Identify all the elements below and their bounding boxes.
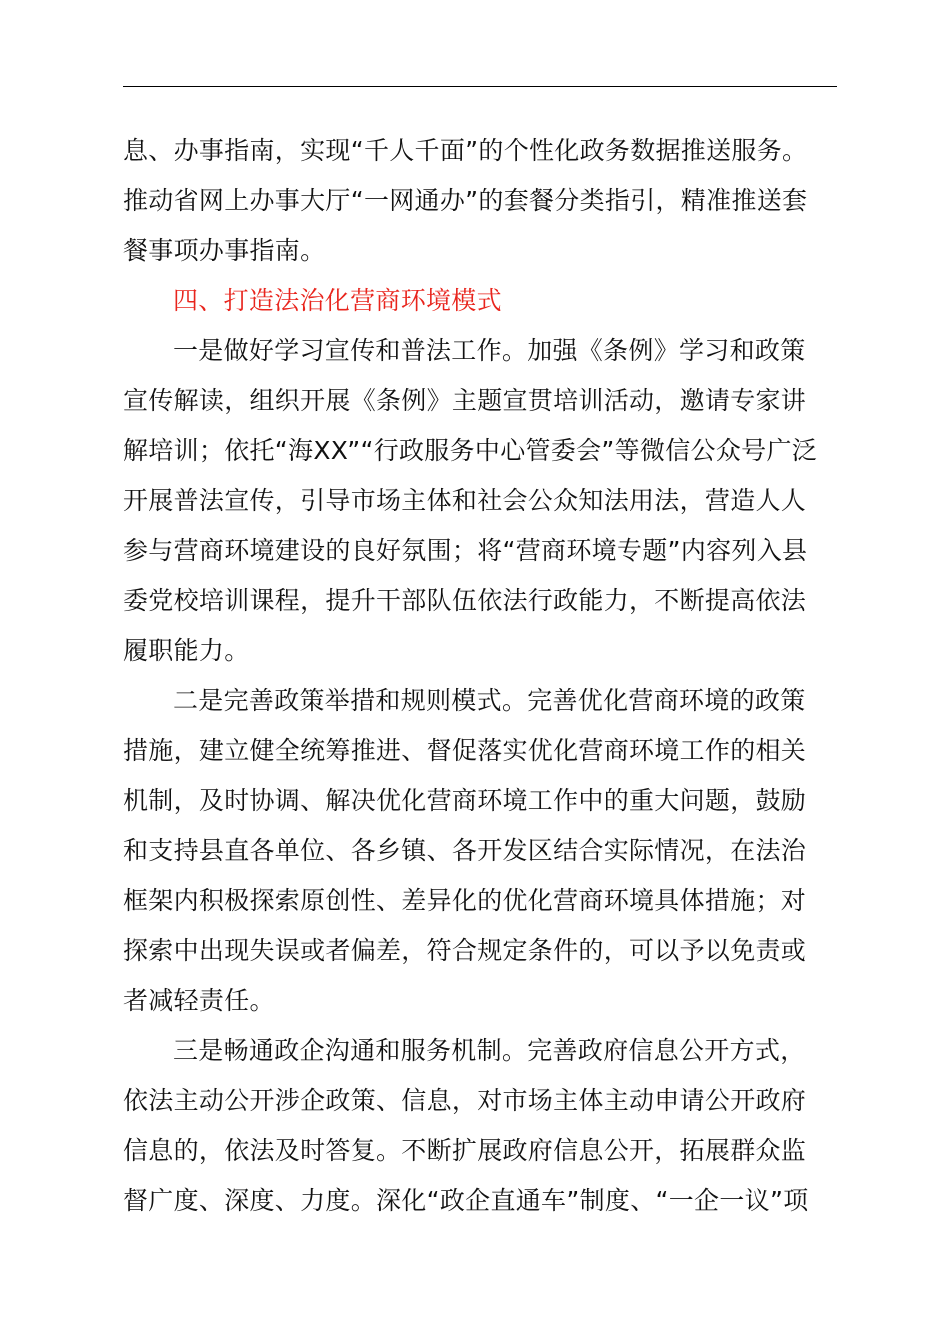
section-heading: 四、打造法治化营商环境模式 xyxy=(173,286,502,315)
text-line: 机制，及时协调、解决优化营商环境工作中的重大问题，鼓励 xyxy=(123,786,807,815)
text-line: 措施，建立健全统筹推进、督促落实优化营商环境工作的相关 xyxy=(123,736,807,765)
paragraph-start: 一是做好学习宣传和普法工作。加强《条例》学习和政策 xyxy=(173,336,806,365)
text-line: 和支持县直各单位、各乡镇、各开发区结合实际情况，在法治 xyxy=(123,836,807,865)
text-line: 探索中出现失误或者偏差，符合规定条件的，可以予以免责或 xyxy=(123,936,807,965)
text-line: 者减轻责任。 xyxy=(123,986,275,1015)
text-line: 推动省网上办事大厅“一网通办”的套餐分类指引，精准推送套 xyxy=(123,186,808,215)
text-line: 餐事项办事指南。 xyxy=(123,236,326,265)
text-line: 开展普法宣传，引导市场主体和社会公众知法用法，营造人人 xyxy=(123,486,807,515)
text-line: 督广度、深度、力度。深化“政企直通车”制度、“一企一议”项 xyxy=(123,1186,809,1215)
document-body xyxy=(123,126,839,1226)
text-line: 参与营商环境建设的良好氛围；将“营商环境专题”内容列入县 xyxy=(123,536,808,565)
header-rule xyxy=(123,86,837,87)
text-line: 依法主动公开涉企政策、信息，对市场主体主动申请公开政府 xyxy=(123,1086,807,1115)
text-line: 履职能力。 xyxy=(123,636,250,665)
text-line: 宣传解读，组织开展《条例》主题宣贯培训活动，邀请专家讲 xyxy=(123,386,807,415)
paragraph-start: 三是畅通政企沟通和服务机制。完善政府信息公开方式， xyxy=(173,1036,806,1065)
paragraph-start: 二是完善政策举措和规则模式。完善优化营商环境的政策 xyxy=(173,686,806,715)
text-line: 息、办事指南，实现“千人千面”的个性化政务数据推送服务。 xyxy=(123,136,808,165)
text-line: 解培训；依托“海XX”“行政服务中心管委会”等微信公众号广泛 xyxy=(123,436,818,465)
text-line: 委党校培训课程，提升干部队伍依法行政能力，不断提高依法 xyxy=(123,586,807,615)
text-line: 信息的，依法及时答复。不断扩展政府信息公开，拓展群众监 xyxy=(123,1136,807,1165)
text-line: 框架内积极探索原创性、差异化的优化营商环境具体措施；对 xyxy=(123,886,807,915)
